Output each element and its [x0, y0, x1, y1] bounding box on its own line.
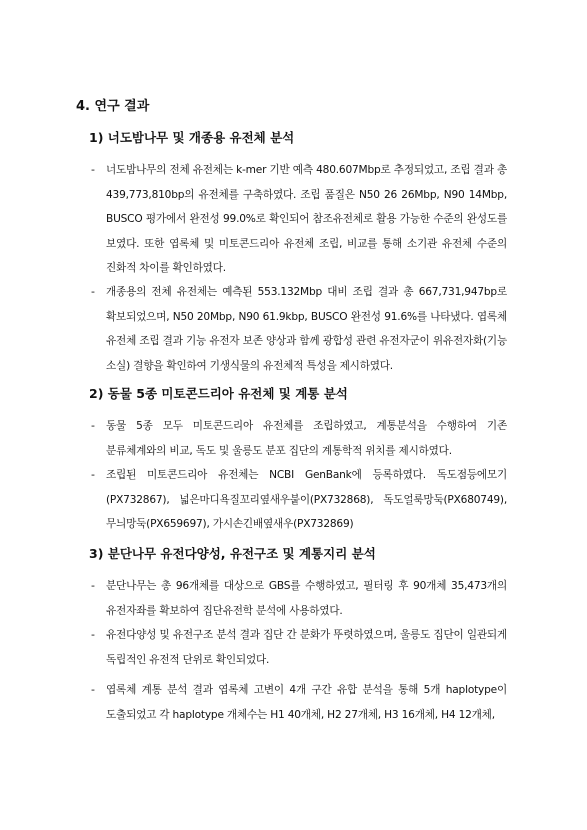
bullet-dash: - [91, 628, 95, 641]
section-heading: 4. 연구 결과 [76, 99, 150, 114]
list-item [91, 678, 507, 727]
paragraph-text: 동물 5종 모두 미토콘드리아 유전체를 조립하였고, 계통분석을 수행하여 기존 분류체계와의 비교, 독도 및 울릉도 분포 집단의 계통학적 위치를 제시하였다. [106, 420, 507, 457]
bullet-dash: - [91, 683, 95, 696]
subsection-title-mitochondria: 2) 동물 5종 미토콘드리아 유전체 및 계통 분석 [89, 386, 348, 401]
paragraph-text: 엽록체 계통 분석 결과 엽록체 고변이 4개 구간 유합 분석을 통해 5개 haplotype이 도출되었고 각 haplotype 개체수는 H1 40개체, H2 27개체, H3 16개체, H4 12개체, [106, 684, 507, 721]
bullet-dash: - [91, 163, 95, 176]
list-item [91, 574, 507, 623]
subsection-title-population-genetics: 3) 분단나무 유전다양성, 유전구조 및 계통지리 분석 [89, 546, 376, 561]
paragraph-text: 너도밤나무의 전체 유전체는 k-mer 기반 예측 480.607Mbp로 추정되었고, 조립 결과 총 439,773,810bp의 유전체를 구축하였다. 조립 품질은 N50 26 26Mbp, N90 14Mbp, BUSCO 평가에서 완전성 99.0%로 확인되어 참조유전체로 활용 가능한 수준의 완성도를 보였다. 또한 엽록체 및 미토콘드리아 유전체 조립, 비교를 통해 소기관 유전체 수준의 진화적 차이를 확인하였다. [106, 164, 507, 274]
list-item [91, 463, 507, 537]
bullet-dash: - [91, 285, 95, 298]
paragraph-text: 개종용의 전체 유전체는 예측된 553.132Mbp 대비 조립 결과 총 667,731,947bp로 확보되었으며, N50 20Mbp, N90 61.9kbp, BUSCO 완전성 91.6%를 나타냈다. 엽록체 유전체 조립 결과 기능 유전자 보존 양상과 함께 광합성 관련 유전자군이 위유전자화(기능 소실) 결향을 확인하여 기생식물의 유전체적 특성을 제시하였다. [106, 286, 507, 372]
list-item [91, 623, 507, 672]
paragraph-text: 조립된 미토콘드리아 유전체는 NCBI GenBank에 등록하였다. 독도점등에모기(PX732867), 넓은마디욕질꼬리옆새우붙이(PX732868), 독도얼룩망둑(PX680749), 무늬망둑(PX659697), 가시손긴배옆새우(PX732869) [106, 469, 507, 530]
list-item [91, 280, 507, 378]
bullet-dash: - [91, 419, 95, 432]
list-item [91, 414, 507, 463]
list-item [91, 158, 507, 281]
bullet-dash: - [91, 468, 95, 481]
paragraph-text: 분단나무는 총 96개체를 대상으로 GBS를 수행하였고, 필터링 후 90개체 35,473개의 유전자좌를 확보하여 집단유전학 분석에 사용하였다. [106, 580, 507, 617]
subsection-title-genome: 1) 너도밤나무 및 개종용 유전체 분석 [89, 130, 295, 145]
bullet-dash: - [91, 579, 95, 592]
paragraph-text: 유전다양성 및 유전구조 분석 결과 집단 간 분화가 뚜렷하였으며, 울릉도 집단이 일관되게 독립적인 유전적 단위로 확인되었다. [106, 629, 507, 666]
